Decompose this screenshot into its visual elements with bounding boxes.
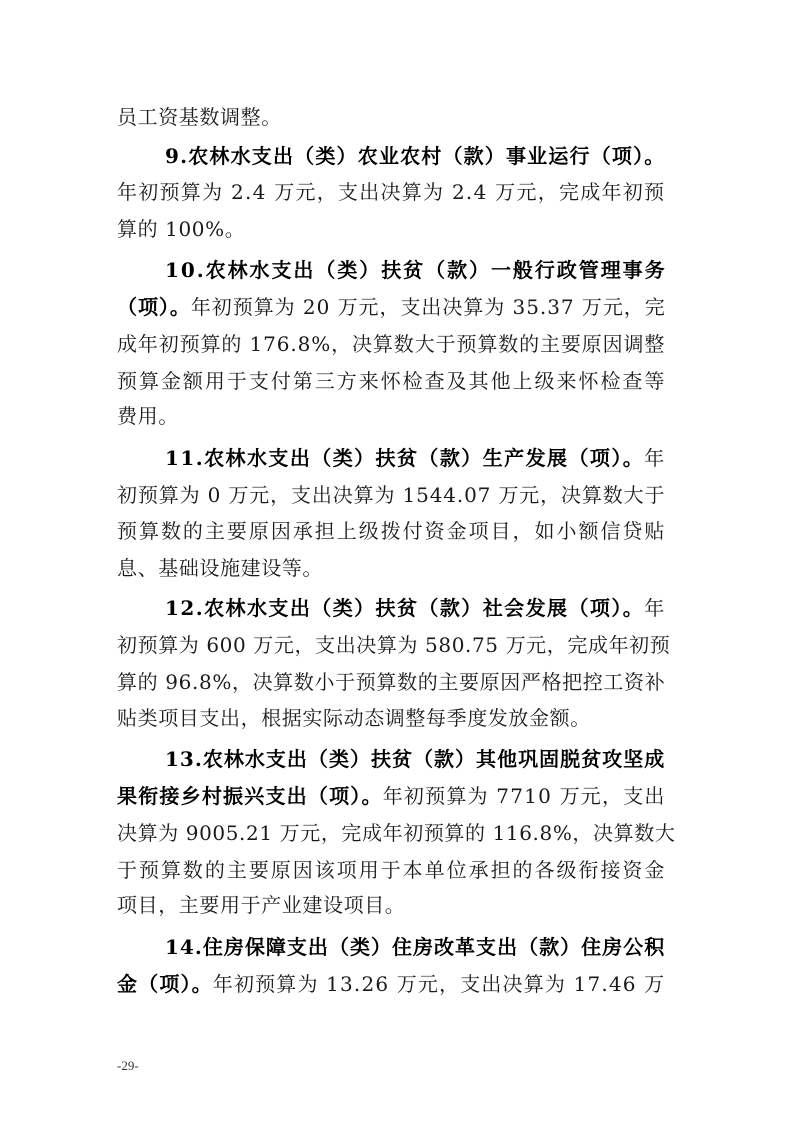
bold-heading-text: 12.农林水支出（类）扶贫（款）社会发展（项）。 xyxy=(165,596,645,620)
bold-heading-text: 金（项）。 xyxy=(117,972,213,996)
text-line xyxy=(117,99,282,135)
bold-heading-text: 11.农林水支出（类）扶贫（款）生产发展（项）。 xyxy=(165,446,645,470)
bold-heading-text: 13.农林水支出（类）扶贫（款）其他巩固脱贫攻坚成 xyxy=(165,747,666,771)
text-line xyxy=(117,627,670,663)
bold-heading-text: （项）。 xyxy=(117,295,191,319)
body-text: 决算为 9005.21 万元，完成年初预算的 116.8%，决算数大 xyxy=(117,821,676,845)
body-text: 贴类项目支出，根据实际动态调整每季度发放金额。 xyxy=(117,706,591,730)
text-line xyxy=(117,211,245,247)
body-text: 年 xyxy=(644,596,666,620)
bold-heading-text: 14.住房保障支出（类）住房改革支出（款）住房公积 xyxy=(165,935,666,959)
body-text: 息、基础设施建设等。 xyxy=(117,556,323,580)
text-line xyxy=(117,513,666,549)
page-number: -29- xyxy=(117,1058,139,1073)
text-line xyxy=(165,252,667,288)
text-line xyxy=(165,138,665,174)
text-line xyxy=(117,477,665,513)
text-line xyxy=(117,887,405,923)
text-line xyxy=(117,852,666,888)
body-text: 于预算数的主要原因该项用于本单位承担的各级衔接资金 xyxy=(117,858,667,882)
text-line xyxy=(117,363,666,399)
text-line xyxy=(117,289,666,325)
text-line xyxy=(165,929,665,965)
body-text: 年 xyxy=(644,446,666,470)
text-line xyxy=(117,326,665,362)
text-line xyxy=(117,778,666,814)
body-text: 成年初预算的 176.8%，决算数大于预算数的主要原因调整 xyxy=(117,332,666,356)
body-text: 算的 100%。 xyxy=(117,217,246,241)
body-text: 预算数的主要原因承担上级拨付资金项目，如小额信贷贴 xyxy=(117,519,667,543)
body-text: 项目，主要用于产业建设项目。 xyxy=(117,893,406,917)
text-line xyxy=(117,174,665,210)
body-text: 年初预算为 13.26 万元，支出决算为 17.46 万 xyxy=(212,972,666,996)
bold-heading-text: 果衔接乡村振兴支出（项）。 xyxy=(117,784,383,808)
body-text: 员工资基数调整。 xyxy=(117,105,282,129)
body-text: 年初预算为 2.4 万元，支出决算为 2.4 万元，完成年初预 xyxy=(117,180,666,204)
bold-heading-text: 9.农林水支出（类）农业农村（款）事业运行（项）。 xyxy=(165,144,666,168)
body-text: 预算金额用于支付第三方来怀检查及其他上级来怀检查等 xyxy=(117,369,667,393)
text-line xyxy=(165,741,665,777)
body-text: 算的 96.8%，决算数小于预算数的主要原因严格把控工资补 xyxy=(117,670,666,694)
text-line xyxy=(117,815,675,851)
text-line xyxy=(165,440,666,476)
text-line xyxy=(117,966,665,1002)
text-line xyxy=(117,700,591,736)
body-text: 费用。 xyxy=(117,404,179,428)
body-text: 年初预算为 7710 万元，支出 xyxy=(382,784,666,808)
body-text: 年初预算为 20 万元，支出决算为 35.37 万元，完 xyxy=(190,295,666,319)
text-line xyxy=(117,550,323,586)
body-text: 初预算为 600 万元，支出决算为 580.75 万元，完成年初预 xyxy=(117,633,671,657)
text-line xyxy=(165,590,666,626)
text-line xyxy=(117,398,179,434)
text-line xyxy=(117,664,665,700)
bold-heading-text: 10.农林水支出（类）扶贫（款）一般行政管理事务 xyxy=(165,258,667,282)
body-text: 初预算为 0 万元，支出决算为 1544.07 万元，决算数大于 xyxy=(117,483,666,507)
